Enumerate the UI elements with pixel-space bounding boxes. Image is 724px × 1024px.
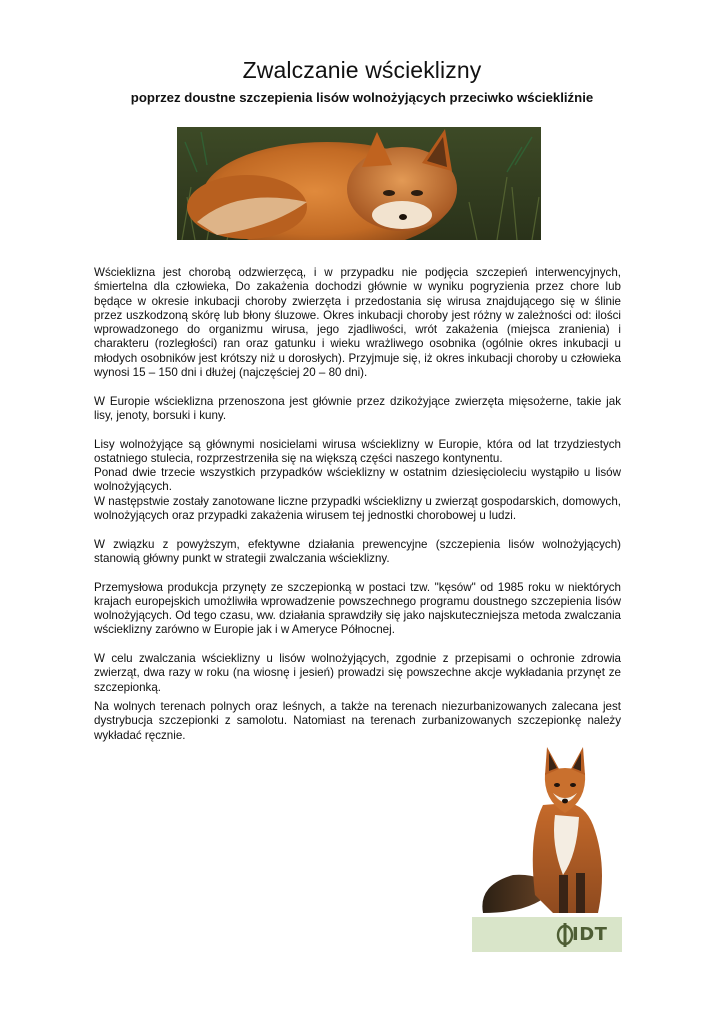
company-logo	[472, 917, 622, 952]
page-title: Zwalczanie wścieklizny	[242, 57, 482, 83]
paragraph-two-thirds: Ponad dwie trzecie wszystkich przypadków wścieklizny w ostatnim dziesięcioleciu wystąpiło u lisów wolnożyjących.	[94, 466, 621, 494]
standing-fox-photo	[473, 745, 623, 917]
fox-lying-image	[177, 127, 541, 240]
paragraph-europe-carriers: W Europie wścieklizna przenoszona jest głównie przez dzikożyjące zwierzęta mięsożerne, takie jak lisy, jenoty, borsuki i kuny.	[94, 394, 621, 422]
paragraph-consequences: W następstwie zostały zanotowane liczne przypadki wścieklizny u zwierząt gospodarskich, domowych, wolnożyjących oraz przypadki zakażenia wirusem tej jednostki chorobowej u ludzi.	[94, 494, 621, 523]
page-subtitle: poprzez doustne szczepienia lisów wolnożyjących przeciwko wściekliźnie	[130, 90, 594, 105]
fox-sitting-image	[473, 745, 623, 917]
paragraph-distribution: Na wolnych terenach polnych oraz leśnych, a także na terenach niezurbanizowanych zalecana jest dystrybucja szczepionki z samolotu. Natomiast na terenach zurbanizowanych szczepionkę należy wykładać ręcznie.	[94, 699, 621, 742]
hero-fox-photo	[177, 127, 541, 240]
paragraph-foxes-main-carriers: Lisy wolnożyjące są głównymi nosicielami wirusa wścieklizny w Europie, która od lat trzydziestych ostatniego stulecia, rozprzestrzeniła się na większą części naszego kontynentu.	[94, 437, 621, 465]
paragraph-twice-yearly: W celu zwalczania wścieklizny u lisów wolnożyjących, zgodnie z przepisami o ochronie zdrowia zwierząt, dwa razy w roku (na wiosnę i jesień) prowadzi się powszechne akcje wykładania przynęt ze szczepionką.	[94, 652, 621, 694]
article-body	[94, 266, 621, 757]
logo-text: IDT	[572, 924, 608, 945]
paragraph-intro: Wścieklizna jest chorobą odzwierzęcą, i w przypadku nie podjęcia szczepień interwencyjnych, śmiertelna dla człowieka, Do zakażenia dochodzi głównie w wyniku pogryzienia przez chore lub będące w okresie inkubacji choroby zwierzęta i przedostania się wirusa znajdującego się w ślinie przez uszkodzoną skórę lub błony śluzowe. Okres inkubacji choroby jest różny w zależności od: ilości wprowadzonego do organizmu wirusa, jego zjadliwości, wrót zakażenia (miejsca zranienia) i charakteru (rozległości) ran oraz gatunku i wieku wrażliwego osobnika (ogólnie okres inkubacji u młodych osobników jest krótszy niż u dorosłych). Przyjmuje się, iż okres inkubacji choroby u człowieka wynosi 15 – 150 dni i dłużej (najczęściej 20 – 80 dni).	[94, 266, 621, 380]
paragraph-bait-production: Przemysłowa produkcja przynęty ze szczepionką w postaci tzw. "kęsów" od 1985 roku w niektórych krajach europejskich umożliwiła wprowadzenie powszechnego programu doustnego szczepienia lisów wolnożyjących. Od tego czasu, ww. działania sprawdziły się jako najskuteczniejsza metoda zwalczania wścieklizny zarówno w Europie jak i w Ameryce Północnej.	[94, 580, 621, 637]
paragraph-prevention: W związku z powyższym, efektywne działania prewencyjne (szczepienia lisów wolnożyjących) stanowią główny punkt w strategii zwalczania wścieklizny.	[94, 537, 621, 565]
